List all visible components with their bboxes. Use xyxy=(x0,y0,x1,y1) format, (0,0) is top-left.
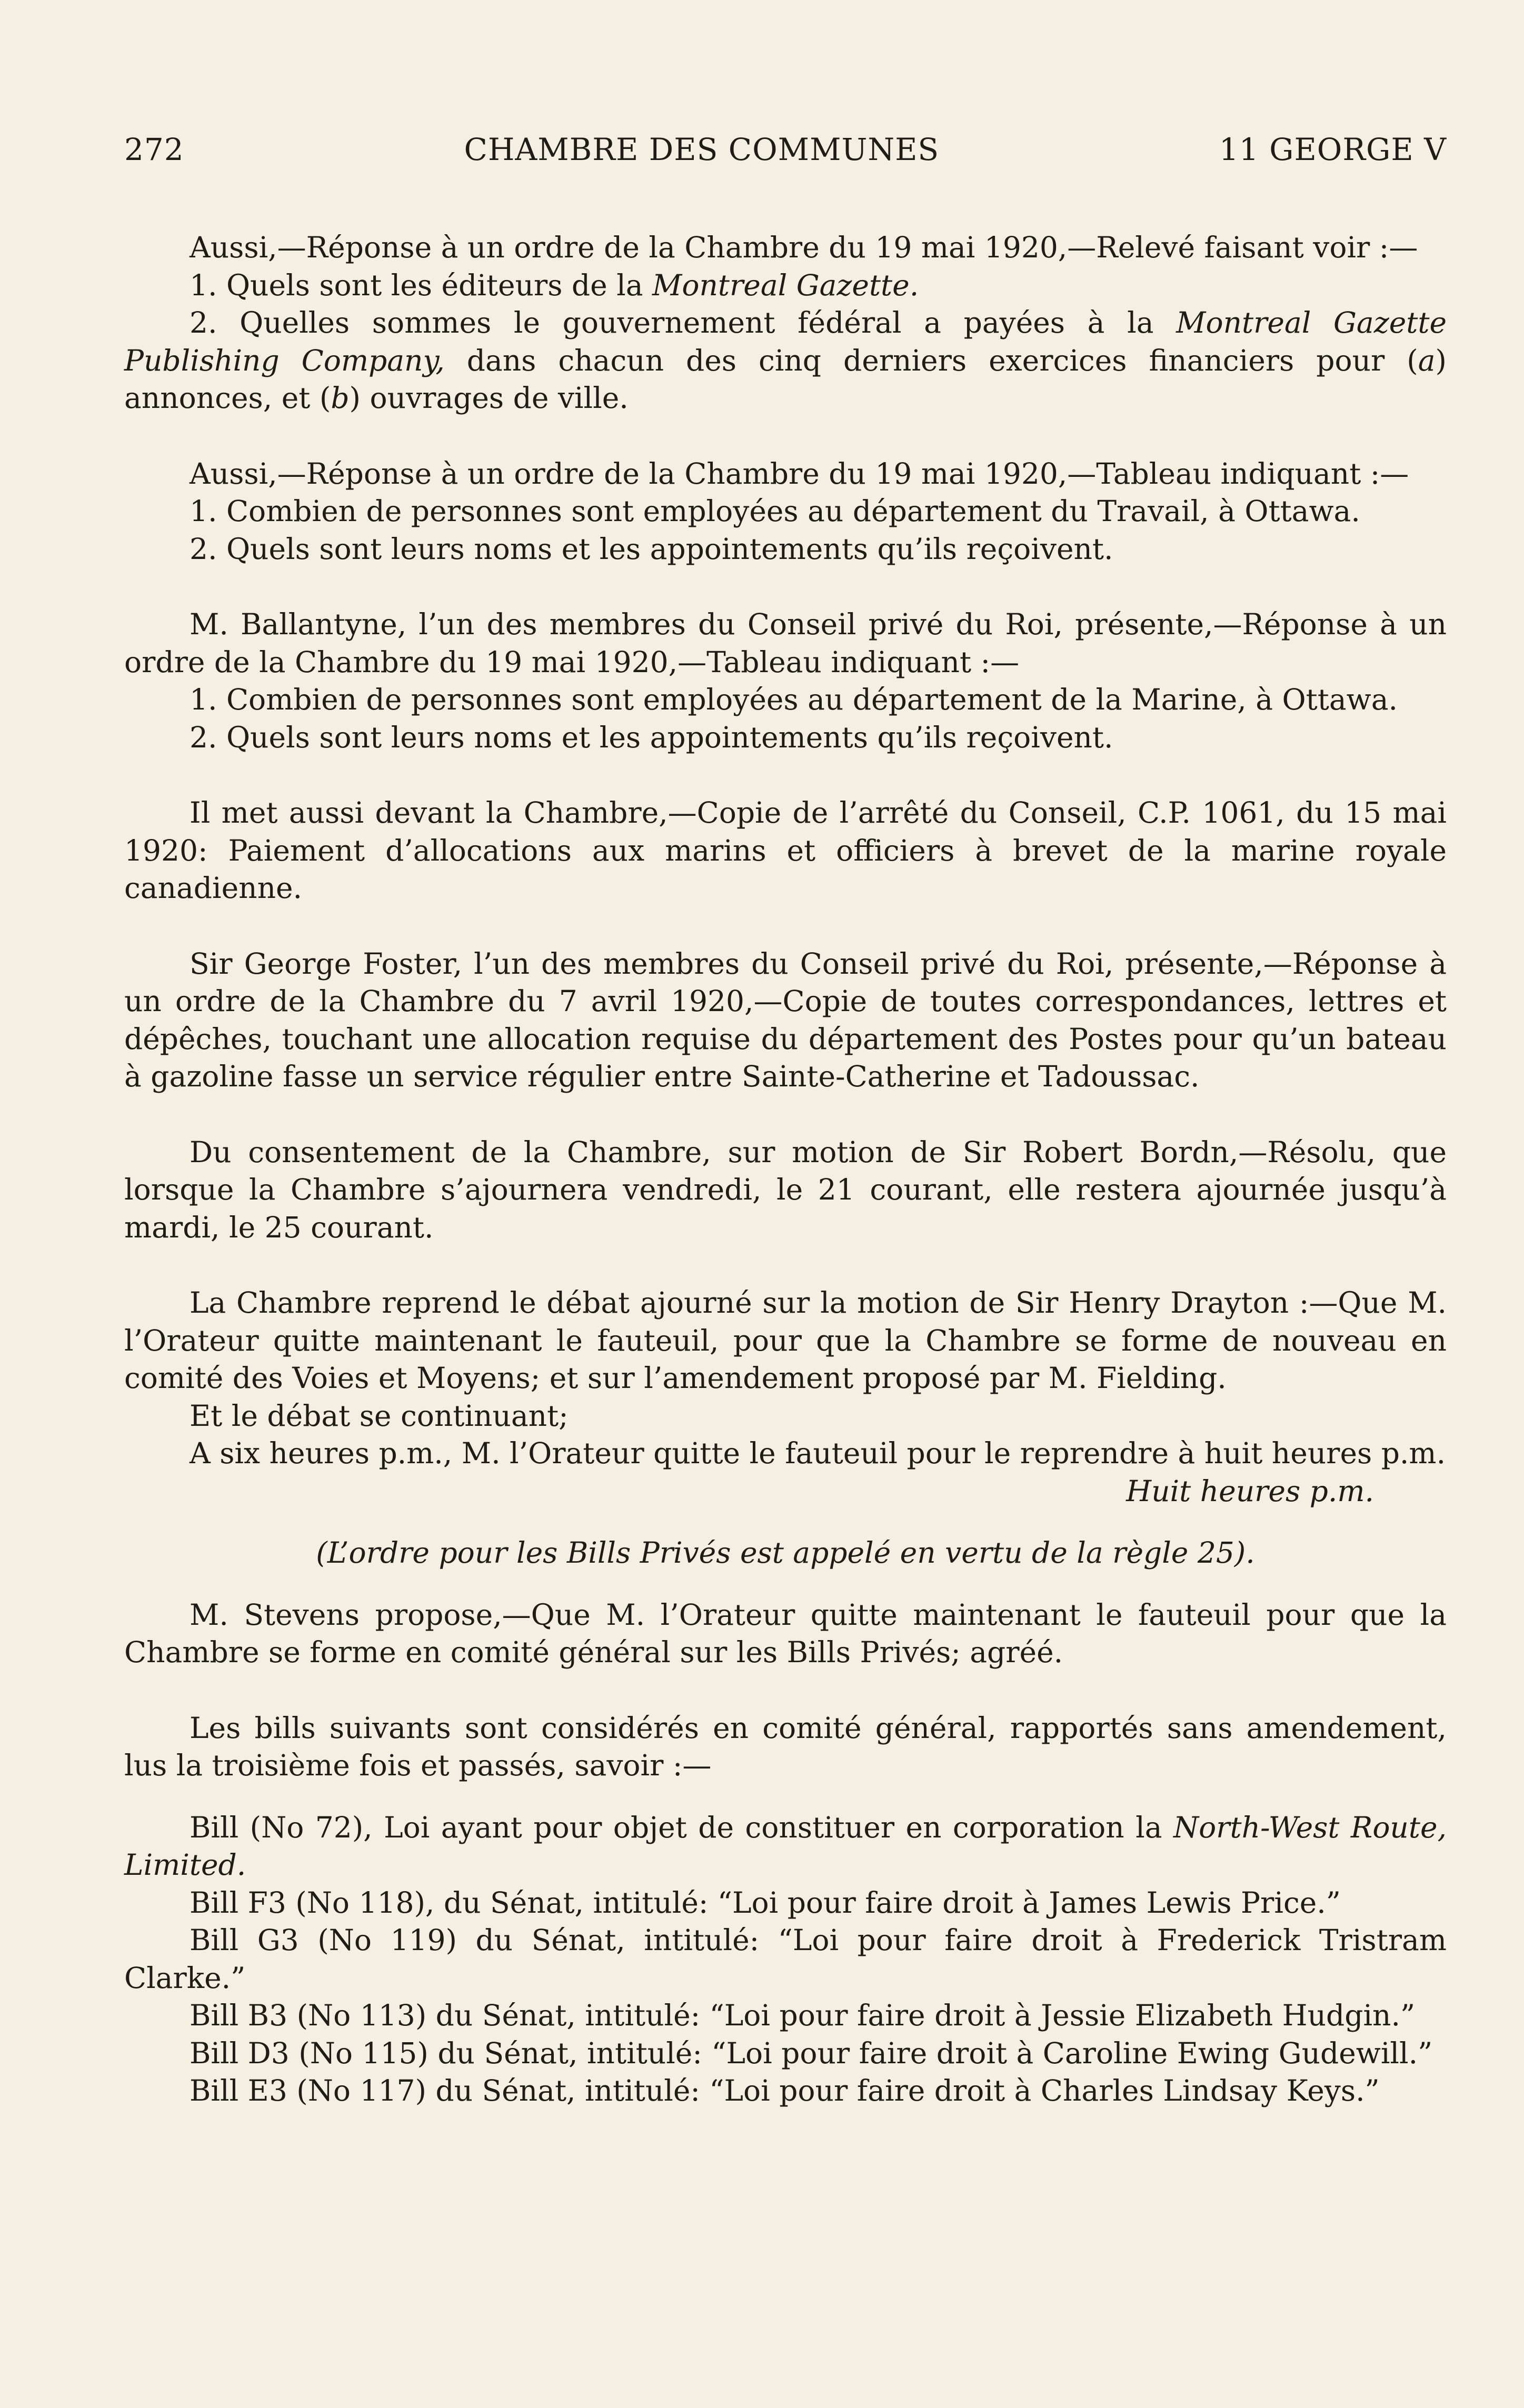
paragraph-six-oclock: A six heures p.m., M. l’Orateur quitte le fauteuil pour le reprendre à huit heures p.m. xyxy=(190,1436,1446,1470)
question-item: 1. Combien de personnes sont employées au département du Travail, à Ottawa. xyxy=(190,494,1360,528)
paragraph-adjournment: Du consentement de la Chambre, sur motion de Sir Robert Bordn,—Résolu, que lorsque la Chambre s’ajournera vendredi, le 21 courant, elle restera ajournée jusqu’à mardi, le 25 courant. xyxy=(124,1135,1447,1244)
paragraph-return-gazette: Aussi,—Réponse à un ordre de la Chambre du 19 mai 1920,—Relevé faisant voir :— xyxy=(190,231,1418,264)
bill-item: Bill G3 (No 119) du Sénat, intitulé: “Loi pour faire droit à Frederick Tristram Clarke.” xyxy=(124,1923,1447,1995)
time-heading: Huit heures p.m. xyxy=(1126,1474,1374,1508)
document-page xyxy=(124,132,1447,2110)
paragraph-ballantyne: M. Ballantyne, l’un des membres du Conseil privé du Roi, présente,—Réponse à un ordre de la Chambre du 19 mai 1920,—Tableau indiquant :— xyxy=(124,607,1447,679)
bill-item: Bill B3 (No 113) du Sénat, intitulé: “Loi pour faire droit à Jessie Elizabeth Hudgin.” xyxy=(190,1999,1416,2032)
question-item: 2. Quels sont leurs noms et les appointements qu’ils reçoivent. xyxy=(190,532,1113,566)
paragraph-debate-continues: Et le débat se continuant; xyxy=(190,1398,569,1433)
running-title: CHAMBRE DES COMMUNES xyxy=(464,132,940,167)
paragraph-debate: La Chambre reprend le débat ajourné sur la motion de Sir Henry Drayton :—Que M. l’Orateur quitte maintenant le fauteuil, pour que la Chambre se forme de nouveau en comité des Voies et Moyens; et sur l’amendement proposé par M. Fielding. xyxy=(124,1286,1447,1395)
page-number: 272 xyxy=(124,132,184,167)
paragraph-order-in-council: Il met aussi devant la Chambre,—Copie de l’arrêté du Conseil, C.P. 1061, du 15 mai 1920: Paiement d’allocations aux marins et officiers à brevet de la marine royale canadienne. xyxy=(124,796,1447,905)
bill-item: Bill E3 (No 117) du Sénat, intitulé: “Loi pour faire droit à Charles Lindsay Keys.” xyxy=(190,2074,1380,2107)
bill-item: Bill (No 72), Loi ayant pour objet de constituer en corporation la North-West Route, Limited. xyxy=(124,1810,1447,1882)
paragraph-stevens-motion: M. Stevens propose,—Que M. l’Orateur quitte maintenant le fauteuil pour que la Chambre se forme en comité général sur les Bills Privés; agréé. xyxy=(124,1597,1447,1669)
question-item: 1. Quels sont les éditeurs de la Montreal Gazette. xyxy=(190,268,919,302)
paragraph-foster: Sir George Foster, l’un des membres du Conseil privé du Roi, présente,—Réponse à un ordre de la Chambre du 7 avril 1920,—Copie de toutes correspondances, lettres et dépêches, touchant une allocation requise du département des Postes pour qu’un bateau à gazoline fasse un service régulier entre Sainte-Catherine et Tadoussac. xyxy=(124,946,1447,1093)
page-header xyxy=(124,132,1447,174)
question-item: 2. Quelles sommes le gouvernement fédéral a payées à la Montreal Gazette Publishing Company, dans chacun des cinq derniers exercices financiers pour (a) annonces, et (b) ouvrages de ville. xyxy=(124,306,1447,415)
question-item: 2. Quels sont leurs noms et les appointements qu’ils reçoivent. xyxy=(190,720,1113,754)
bill-item: Bill F3 (No 118), du Sénat, intitulé: “Loi pour faire droit à James Lewis Price.” xyxy=(190,1885,1341,1920)
question-item: 1. Combien de personnes sont employées au département de la Marine, à Ottawa. xyxy=(190,683,1398,716)
regnal-year: 11 GEORGE V xyxy=(1219,132,1447,167)
private-bills-order: (L’ordre pour les Bills Privés est appelé en vertu de la règle 25). xyxy=(316,1536,1255,1570)
paragraph-bills-considered: Les bills suivants sont considérés en comité général, rapportés sans amendement, lus la troisième fois et passés, savoir :— xyxy=(124,1711,1447,1782)
bill-item: Bill D3 (No 115) du Sénat, intitulé: “Loi pour faire droit à Caroline Ewing Gudewill.” xyxy=(190,2036,1433,2070)
paragraph-return-labour: Aussi,—Réponse à un ordre de la Chambre du 19 mai 1920,—Tableau indiquant :— xyxy=(190,456,1409,491)
